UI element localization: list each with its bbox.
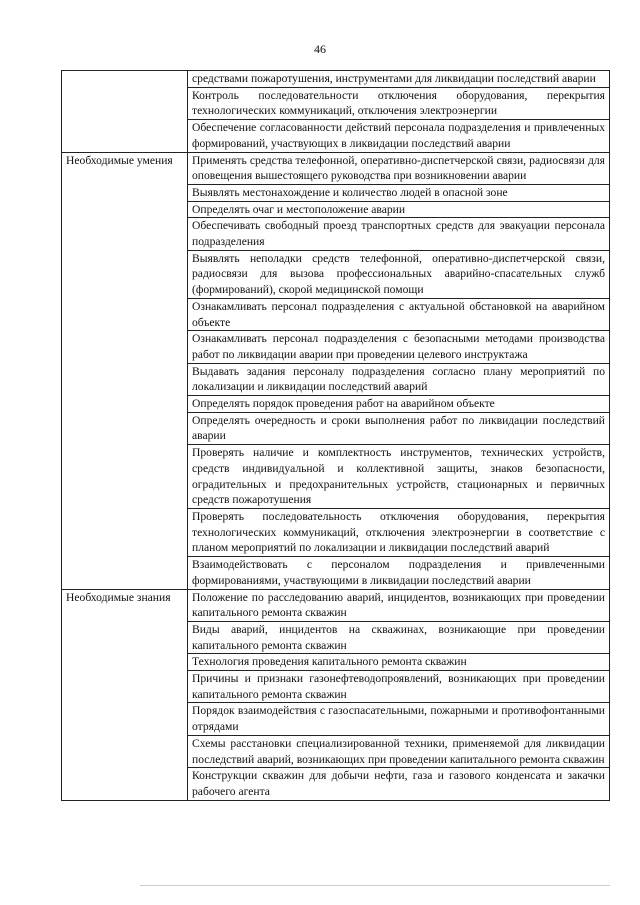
table-cell: Выдавать задания персоналу подразделения согласно плану мероприятий по локализации и ликвидации последствий аварий bbox=[188, 363, 610, 395]
table-cell: Проверять последовательность отключения оборудования, перекрытия технологических коммуникаций, отключения электроэнергии в соответствие с планом мероприятий по локализации и ликвидации последствий аварий bbox=[188, 508, 610, 556]
table-cell: Выявлять местонахождение и количество людей в опасной зоне bbox=[188, 184, 610, 201]
row-label bbox=[62, 71, 188, 153]
table-cell: Схемы расстановки специализированной техники, применяемой для ликвидации последствий аварий, возникающих при проведении капитального ремонта скважин bbox=[188, 735, 610, 767]
table-cell: Причины и признаки газонефтеводопроявлений, возникающих при проведении капитального ремонта скважин bbox=[188, 671, 610, 703]
table-row bbox=[62, 589, 610, 621]
table-cell: Определять очередность и сроки выполнения работ по ликвидации последствий аварии bbox=[188, 412, 610, 444]
table-cell: Проверять наличие и комплектность инструментов, технических устройств, средств индивидуальной и коллективной защиты, знаков безопасности, оградительных и предохранительных устройств, стационарных и первичных средств пожаротушения bbox=[188, 445, 610, 509]
table-cell: Взаимодействовать с персоналом подразделения и привлеченными формированиями, участвующими в ликвидации последствий аварии bbox=[188, 557, 610, 589]
bottom-rule bbox=[140, 885, 610, 886]
table-cell: Обеспечение согласованности действий персонала подразделения и привлеченных формирований, участвующих в ликвидации последствий аварии bbox=[188, 120, 610, 152]
table-cell: Виды аварий, инцидентов на скважинах, возникающие при проведении капитального ремонта скважин bbox=[188, 621, 610, 653]
table-cell: Положение по расследованию аварий, инцидентов, возникающих при проведении капитального ремонта скважин bbox=[188, 589, 610, 621]
table-cell: Выявлять неполадки средств телефонной, оперативно-диспетчерской связи, радиосвязи для вызова профессиональных аварийно-спасательных служб (формирований), скорой медицинской помощи bbox=[188, 250, 610, 298]
table-row bbox=[62, 71, 610, 88]
table-cell: Конструкции скважин для добычи нефти, газа и газового конденсата и закачки рабочего агента bbox=[188, 768, 610, 800]
table-cell: Ознакамливать персонал подразделения с актуальной обстановкой на аварийном объекте bbox=[188, 298, 610, 330]
table-cell: Порядок взаимодействия с газоспасательными, пожарными и противофонтанными отрядами bbox=[188, 703, 610, 735]
table-cell: Обеспечивать свободный проезд транспортных средств для эвакуации персонала подразделения bbox=[188, 218, 610, 250]
table-cell: Контроль последовательности отключения оборудования, перекрытия технологических коммуникаций, отключения электроэнергии bbox=[188, 87, 610, 119]
table-cell: Применять средства телефонной, оперативно-диспетчерской связи, радиосвязи для оповещения вышестоящего руководства при возникновении аварии bbox=[188, 152, 610, 184]
section-label: Необходимые умения bbox=[62, 152, 188, 589]
table-cell: Ознакамливать персонал подразделения с безопасными методами производства работ по ликвидации аварии при проведении целевого инструктажа bbox=[188, 331, 610, 363]
table-cell: Определять порядок проведения работ на аварийном объекте bbox=[188, 396, 610, 413]
table-cell: Определять очаг и местоположение аварии bbox=[188, 201, 610, 218]
page-number: 46 bbox=[314, 42, 326, 56]
requirements-table bbox=[61, 70, 610, 801]
table-cell: средствами пожаротушения, инструментами для ликвидации последствий аварии bbox=[188, 71, 610, 88]
table-row bbox=[62, 152, 610, 184]
section-label: Необходимые знания bbox=[62, 589, 188, 800]
table-cell: Технология проведения капитального ремонта скважин bbox=[188, 654, 610, 671]
